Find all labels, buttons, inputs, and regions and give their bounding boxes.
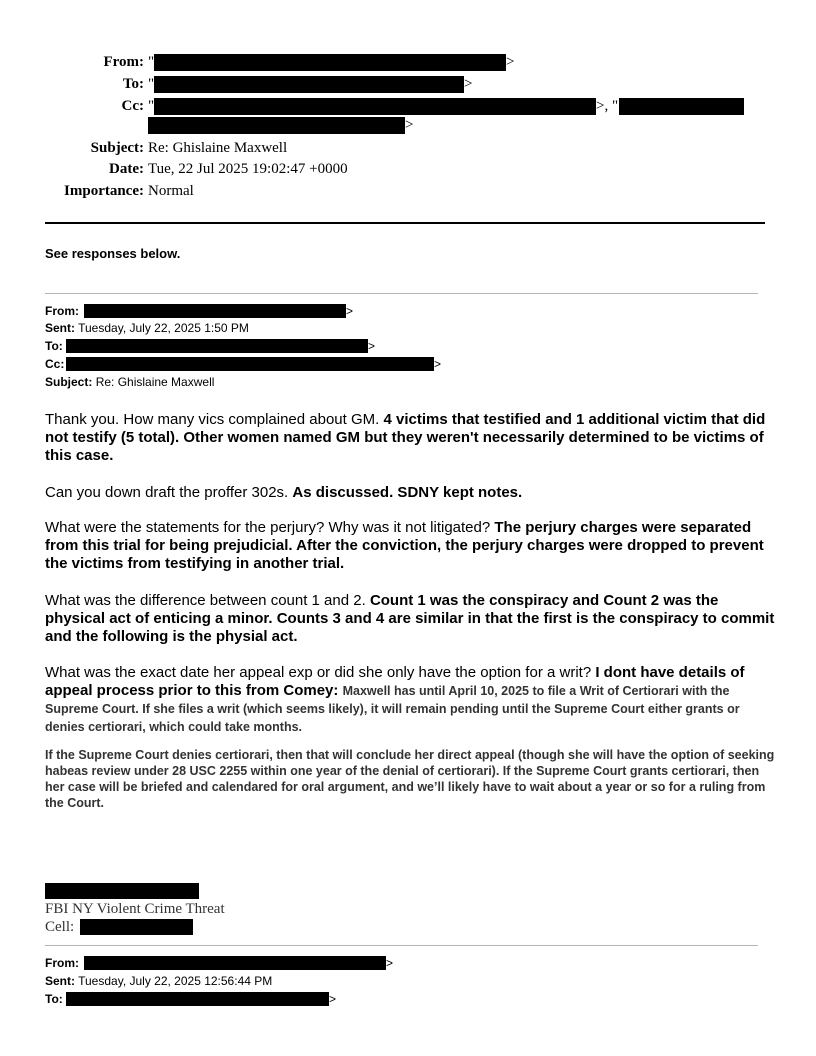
- subject-value: Re: Ghislaine Maxwell: [148, 140, 288, 156]
- quoted-to-angle: >: [329, 992, 337, 1006]
- answer-text: The perjury charges were separated from this trial for being prejudicial. After the conviction, the perjury charges were dropped to prevent the victims from testifying in another trial.: [45, 519, 764, 572]
- redaction-box: [66, 339, 368, 353]
- date-value: Tue, 22 Jul 2025 19:02:47 +0000: [148, 161, 348, 177]
- qa-paragraph: [45, 484, 775, 502]
- qa-paragraph: [45, 592, 775, 646]
- quoted-from-label: From:: [45, 956, 79, 970]
- redaction-box: [148, 117, 405, 134]
- answer-text: Count 1 was the conspiracy and Count 2 was the physical act of enticing a minor. Counts 3 and 4 are similar in that the first is the conspiracy to commit and the following is the physial act.: [45, 592, 775, 645]
- signature-cell-label: Cell:: [45, 919, 75, 935]
- subject-label: Subject:: [90, 140, 144, 156]
- cc-quote: ": [148, 98, 155, 114]
- redaction-box: [45, 883, 199, 899]
- from-angle: >: [506, 54, 515, 70]
- quoted-to-label: To:: [45, 339, 63, 353]
- cc-angle: >: [405, 117, 414, 133]
- redaction-box: [619, 98, 744, 115]
- quoted-sent-label: Sent:: [45, 974, 75, 988]
- question-text: What was the exact date her appeal exp or did she only have the option for a writ?: [45, 664, 592, 681]
- comey-paragraph: If the Supreme Court denies certiorari, then that will conclude her direct appeal (though she will have the option of seeking habeas review under 28 USC 2255 within one year of the denial of certiorari). If the Supreme Court grants certiorari, then her case will be briefed and calendared for oral argument, and we’ll likely have to wait about a year or so for a ruling from the Court.: [45, 748, 775, 810]
- cc-label: Cc:: [121, 98, 144, 114]
- to-label: To:: [122, 76, 144, 92]
- quoted-subject-value: Re: Ghislaine Maxwell: [95, 375, 215, 389]
- quoted-cc-angle: >: [434, 357, 442, 371]
- answer-text: As discussed. SDNY kept notes.: [292, 484, 523, 501]
- qa-paragraph: [45, 519, 775, 573]
- redaction-box: [154, 98, 596, 115]
- quoted-to-angle: >: [368, 339, 376, 353]
- redaction-box: [80, 919, 193, 935]
- importance-value: Normal: [148, 183, 194, 199]
- importance-label: Importance:: [64, 183, 144, 199]
- answer-text: I dont have details of appeal process prior to this from Comey:: [45, 664, 745, 699]
- quoted-from-angle: >: [386, 956, 394, 970]
- redaction-box: [154, 54, 506, 71]
- quoted-subject-label: Subject:: [45, 375, 93, 389]
- qa-paragraph: [45, 411, 775, 465]
- redaction-box: [66, 357, 434, 371]
- quoted-from-label: From:: [45, 304, 79, 318]
- to-angle: >: [464, 76, 473, 92]
- cc-separator: >, ": [596, 98, 619, 114]
- question-text: Thank you. How many vics complained about GM.: [45, 411, 380, 428]
- quoted-cc-label: Cc:: [45, 357, 65, 371]
- answer-detail: Maxwell has until April 10, 2025 to file a Writ of Certiorari with the Supreme Court. If she files a writ (which seems likely), it will remain pending until the Supreme Court either grants or denies certiorari, which could take months.: [45, 684, 740, 734]
- from-label: From:: [103, 54, 144, 70]
- quoted-sent-value: Tuesday, July 22, 2025 1:50 PM: [78, 321, 249, 335]
- redaction-box: [154, 76, 464, 93]
- to-quote: ": [148, 76, 155, 92]
- from-quote: ": [148, 54, 155, 70]
- redaction-box: [84, 304, 346, 318]
- question-text: What were the statements for the perjury? Why was it not litigated?: [45, 519, 491, 536]
- signature-title: FBI NY Violent Crime Threat: [45, 901, 225, 917]
- redaction-box: [84, 956, 386, 970]
- quote-divider: [45, 945, 758, 946]
- quoted-sent-label: Sent:: [45, 321, 75, 335]
- quoted-sent-value: Tuesday, July 22, 2025 12:56:44 PM: [78, 974, 273, 988]
- quoted-to-label: To:: [45, 992, 63, 1006]
- redaction-box: [66, 992, 329, 1006]
- intro-text: See responses below.: [45, 246, 181, 261]
- header-divider: [45, 222, 765, 224]
- quoted-from-angle: >: [346, 304, 354, 318]
- qa-paragraph: [45, 664, 775, 736]
- question-text: Can you down draft the proffer 302s.: [45, 484, 289, 501]
- quote-divider: [45, 293, 758, 294]
- date-label: Date:: [109, 161, 144, 177]
- question-text: What was the difference between count 1 and 2.: [45, 592, 366, 609]
- answer-text: 4 victims that testified and 1 additional victim that did not testify (5 total). Other women named GM but they weren't necessarily determined to be victims of this case.: [45, 411, 766, 464]
